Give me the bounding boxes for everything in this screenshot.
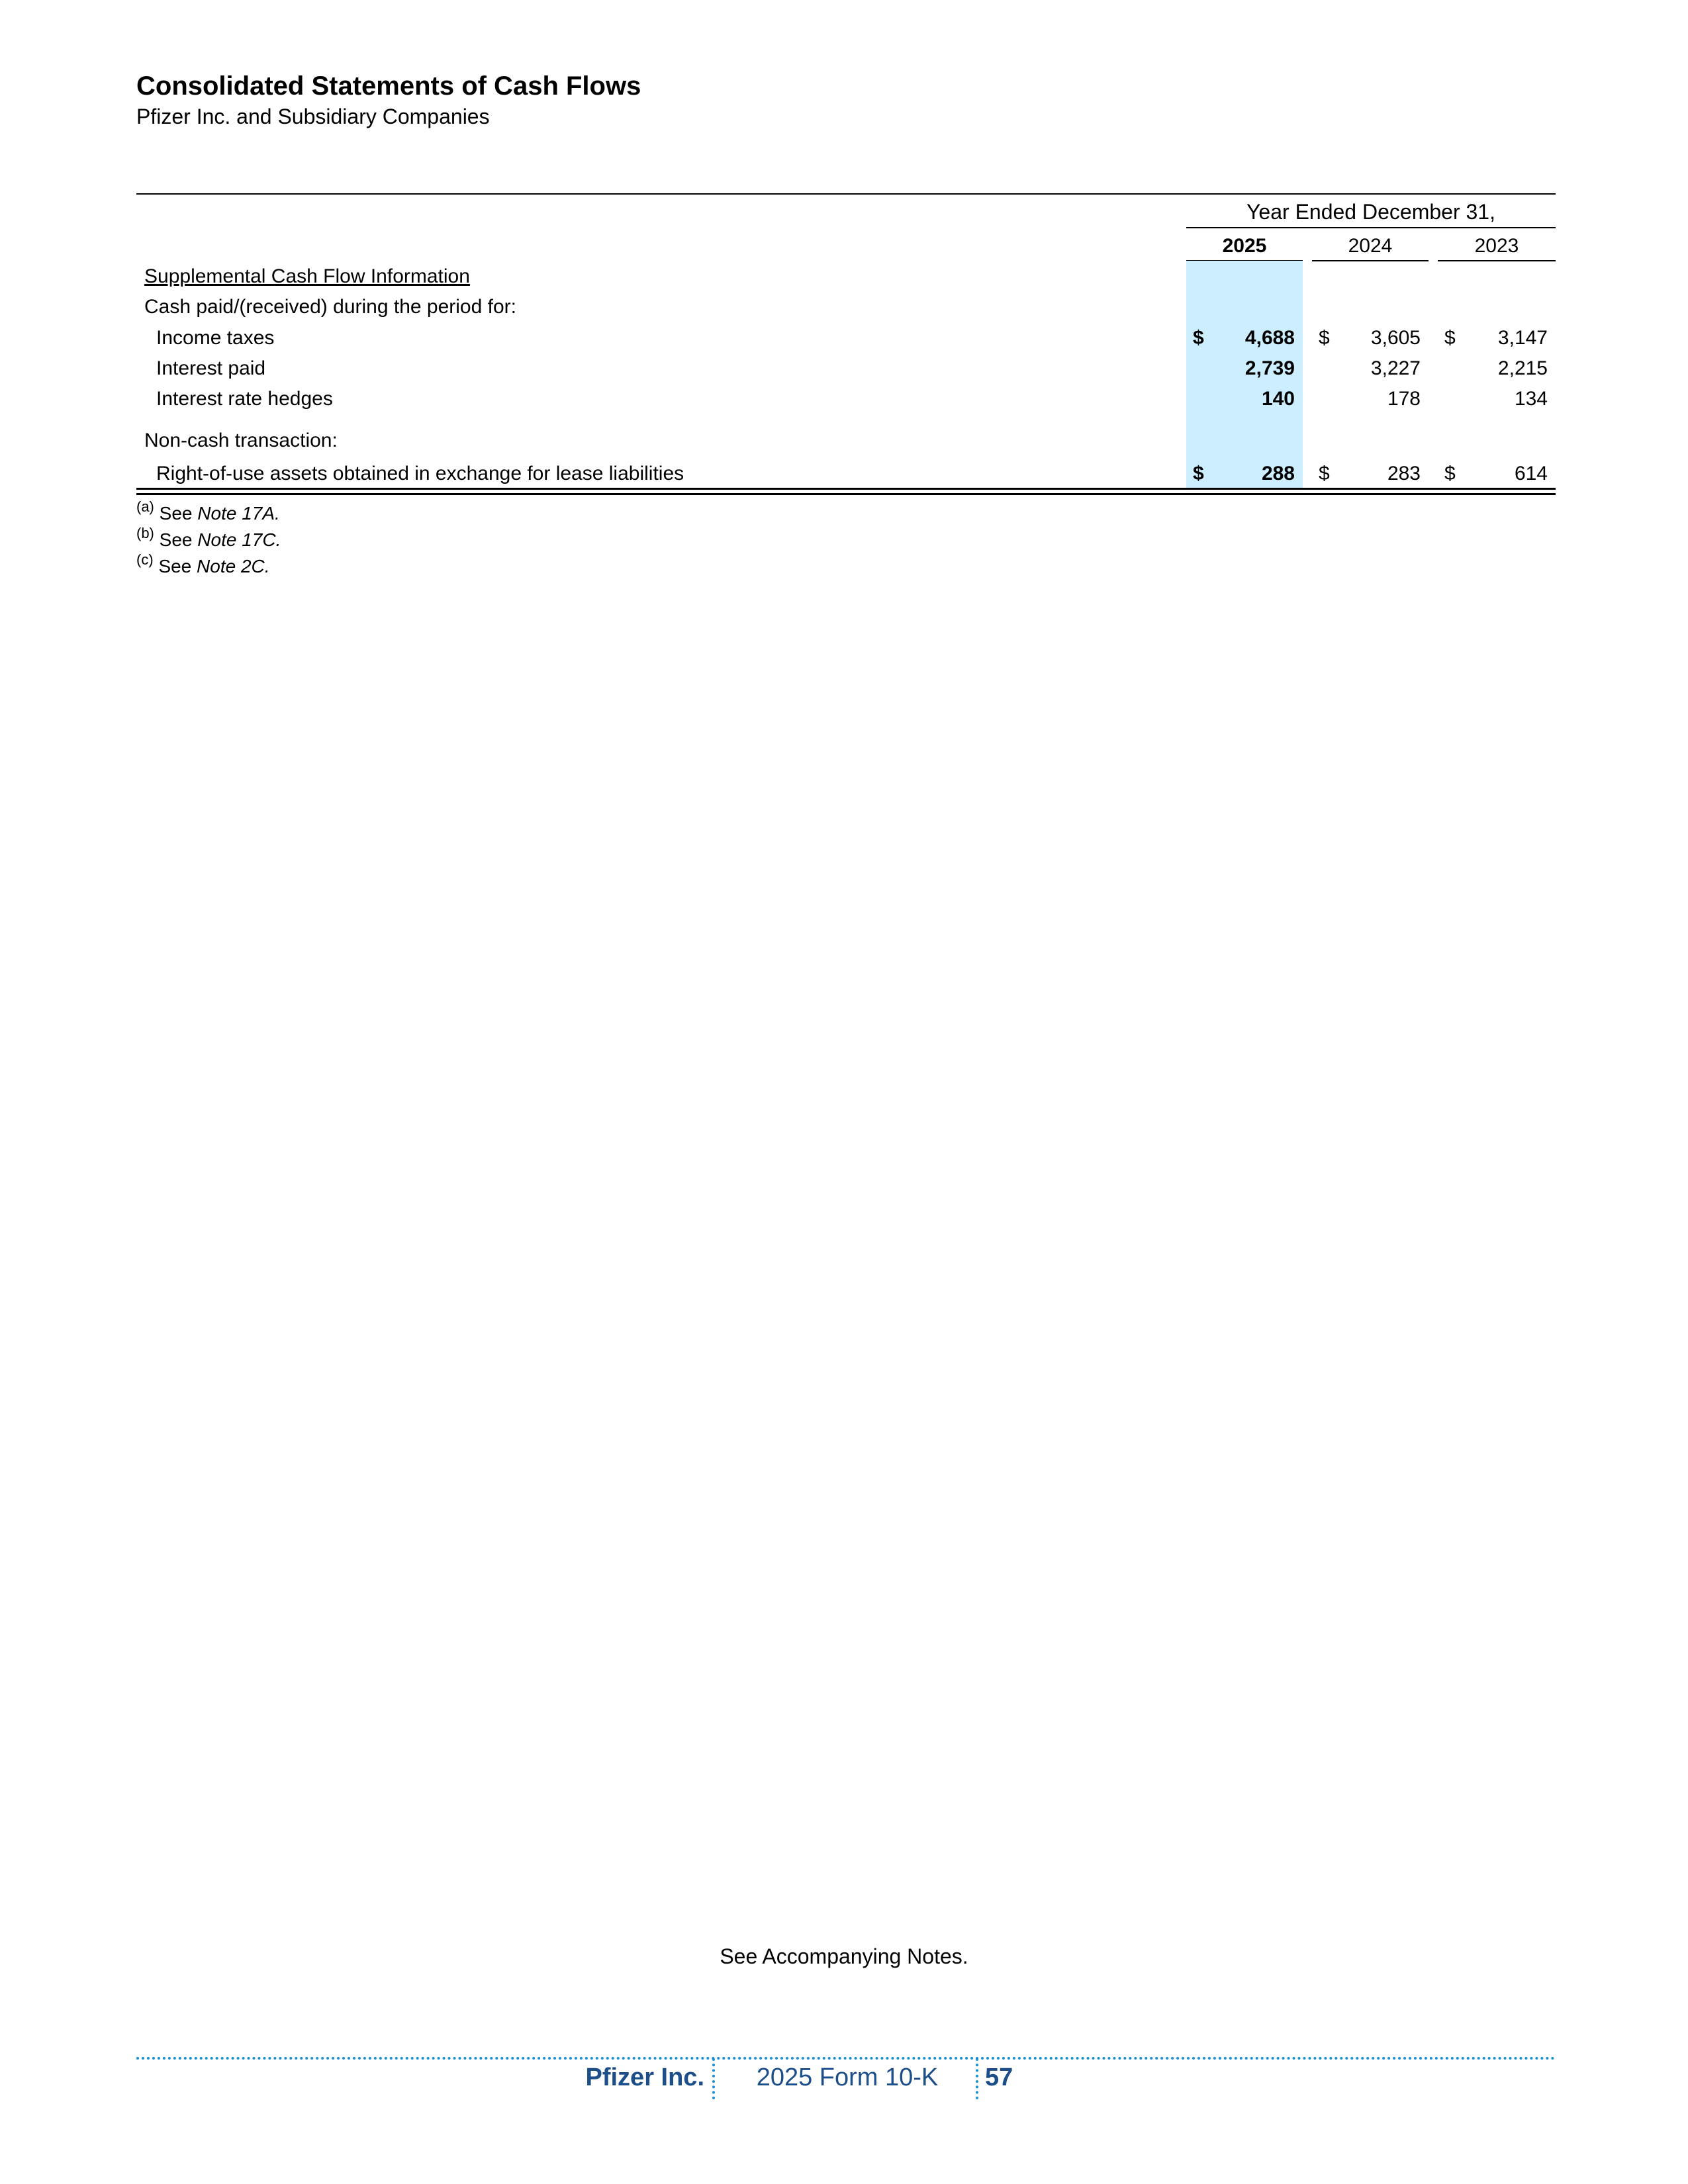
value-2025: 4,688 <box>1244 327 1295 349</box>
currency-2023: $ <box>1444 327 1456 349</box>
footnote-prefix: See <box>159 503 193 523</box>
currency-2024: $ <box>1319 463 1330 484</box>
footer-separator <box>976 2058 978 2099</box>
footer-separator <box>712 2058 715 2099</box>
value-2023: 2,215 <box>1497 357 1548 379</box>
footer-rule <box>136 2057 1556 2060</box>
table-bottom-rule-1 <box>136 488 1556 490</box>
period-header: Year Ended December 31, <box>1246 200 1495 224</box>
row-label-income-taxes: Income taxes <box>156 327 275 349</box>
footer-form: 2025 Form 10-K <box>756 2064 939 2091</box>
value-2025: 2,739 <box>1244 357 1295 379</box>
value-2023: 134 <box>1514 388 1548 410</box>
period-header-rule <box>1186 227 1556 228</box>
group-label-non-cash: Non-cash transaction: <box>144 430 338 451</box>
year-header-2023: 2023 <box>1474 235 1519 257</box>
section-title: Supplemental Cash Flow Information <box>144 265 470 287</box>
footnote-reference: Note 2C. <box>197 556 270 576</box>
value-2024: 3,227 <box>1370 357 1421 379</box>
table-top-rule <box>136 193 1556 195</box>
currency-2024: $ <box>1319 327 1330 349</box>
footnote-reference: Note 17C. <box>197 529 281 550</box>
year-header-2025: 2025 <box>1222 235 1267 257</box>
value-2024: 3,605 <box>1370 327 1421 349</box>
footnote <box>136 498 280 525</box>
year-header-2024: 2024 <box>1348 235 1393 257</box>
footnote-reference: Note 17A. <box>197 503 280 523</box>
footnote <box>136 525 281 552</box>
page-title: Consolidated Statements of Cash Flows <box>136 71 641 101</box>
group-label-cash-paid: Cash paid/(received) during the period for: <box>144 296 516 318</box>
footnote-mark: (c) <box>136 551 154 568</box>
footnote-prefix: See <box>159 529 193 550</box>
footnote <box>136 551 270 578</box>
row-label-interest-paid: Interest paid <box>156 357 266 379</box>
footnote-mark: (a) <box>136 498 154 515</box>
page-subtitle: Pfizer Inc. and Subsidiary Companies <box>136 105 490 128</box>
value-2023: 3,147 <box>1497 327 1548 349</box>
currency-2025: $ <box>1193 463 1204 484</box>
footer-company: Pfizer Inc. <box>585 2064 704 2091</box>
footnote-mark: (b) <box>136 525 154 541</box>
value-2023: 614 <box>1514 463 1548 484</box>
value-2024: 283 <box>1387 463 1421 484</box>
table-bottom-rule-2 <box>136 493 1556 495</box>
year-2024-rule <box>1312 260 1429 261</box>
footnote-prefix: See <box>158 556 192 576</box>
year-2023-rule <box>1438 260 1556 261</box>
value-2024: 178 <box>1387 388 1421 410</box>
row-label-right-of-use-assets: Right-of-use assets obtained in exchange for lease liabilities <box>156 463 684 484</box>
value-2025: 140 <box>1261 388 1295 410</box>
currency-2023: $ <box>1444 463 1456 484</box>
row-label-interest-rate-hedges: Interest rate hedges <box>156 388 333 410</box>
footer-page-number: 57 <box>985 2064 1013 2091</box>
value-2025: 288 <box>1261 463 1295 484</box>
accompanying-notes: See Accompanying Notes. <box>720 1944 968 1968</box>
currency-2025: $ <box>1193 327 1204 349</box>
